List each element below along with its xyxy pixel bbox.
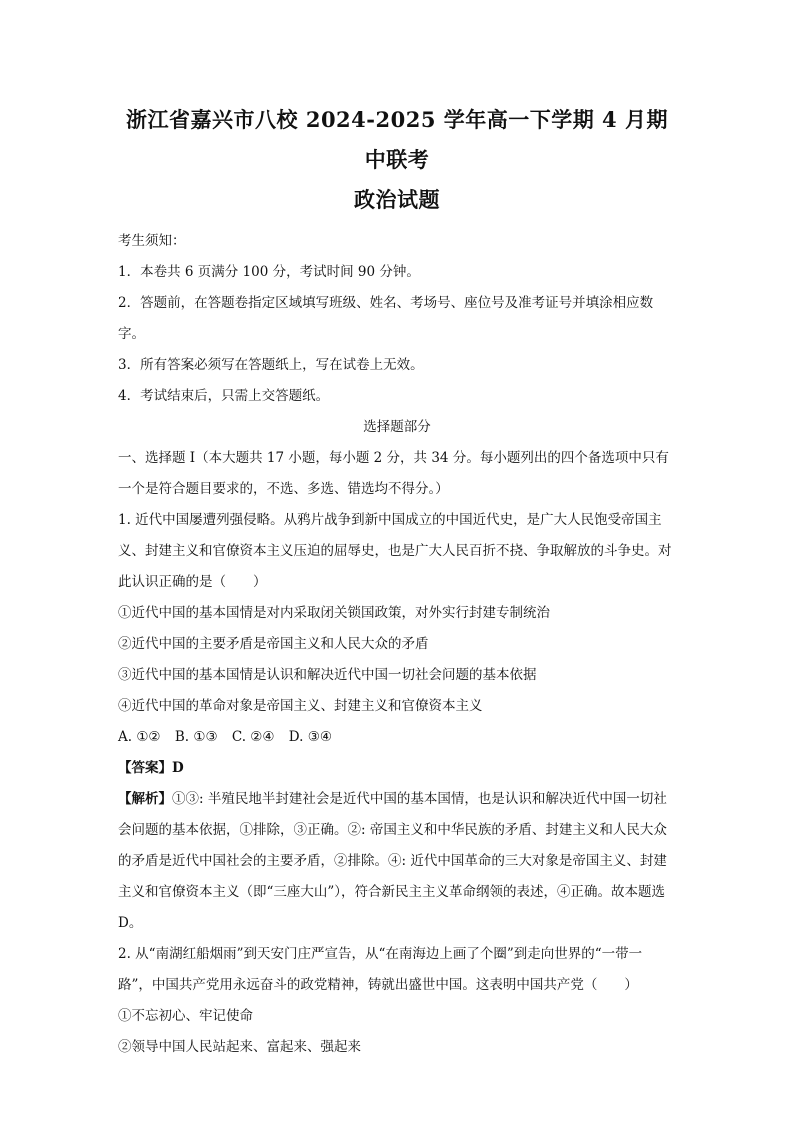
question-2-statement-2: ②领导中国人民站起来、富起来、强起来: [118, 1039, 361, 1055]
question-1-statement-1: ①近代中国的基本国情是对内采取闭关锁国政策，对外实行封建专制统治: [118, 605, 550, 621]
document-body: [118, 226, 676, 1063]
question-2-statement-1: ①不忘初心、牢记使命: [118, 1008, 253, 1024]
question-1-statement-2: ②近代中国的主要矛盾是帝国主义和人民大众的矛盾: [118, 636, 429, 652]
analysis-label: 【解析】: [118, 791, 172, 807]
question-1-analysis: [118, 784, 676, 939]
question-1-answer: 【答案】D: [118, 760, 184, 776]
option-d: D. ③④: [288, 729, 332, 745]
option-a: A. ①②: [118, 729, 161, 745]
section-title: 选择题部分: [363, 419, 431, 435]
section-instructions: 一、选择题 I（本大题共 17 小题，每小题 2 分，共 34 分。每小题列出的四个备选项中只有一个是符合题目要求的，不选、多选、错选均不得分。）: [118, 450, 669, 497]
option-c: C. ②④: [231, 729, 275, 745]
notice-heading: 考生须知：: [118, 233, 186, 249]
title-line-1: 浙江省嘉兴市八校 2024-2025 学年高一下学期 4 月期中联考: [126, 107, 668, 172]
notice-item-2: 2．答题前，在答题卷指定区域填写班级、姓名、考场号、座位号及准考证号并填涂相应数字。: [118, 295, 654, 342]
document-title: [118, 100, 676, 220]
option-b: B. ①③: [174, 729, 218, 745]
notice-item-1: 1．本卷共 6 页满分 100 分，考试时间 90 分钟。: [118, 264, 420, 280]
question-1-options: [118, 722, 676, 753]
question-1-statement-4: ④近代中国的革命对象是帝国主义、封建主义和官僚资本主义: [118, 698, 483, 714]
notice-item-3: 3．所有答案必须写在答题纸上，写在试卷上无效。: [118, 357, 424, 373]
question-1-statement-3: ③近代中国的基本国情是认识和解决近代中国一切社会问题的基本依据: [118, 667, 537, 683]
title-line-2: 政治试题: [354, 187, 440, 212]
analysis-text: ①③: 半殖民地半封建社会是近代中国的基本国情，也是认识和解决近代中国一切社会问题的基本依据，①排除，③正确。②: 帝国主义和中华民族的矛盾、封建主义和人民大众的矛盾是近代中国社会的主要矛盾，②排除。④: 近代中国革命的三大对象是帝国主义、封建主义和官僚资本主义（即“三座大山”），符合新民主主义革命纲领的表述，④正确。故本题选 D。: [118, 791, 667, 931]
question-2-stem: 2. 从“南湖红船烟雨”到天安门庄严宣告，从“在南海边上画了个圈”到走向世界的“一带一路”，中国共产党用永远奋斗的政党精神，铸就出盛世中国。这表明中国共产党（ ）: [118, 946, 643, 993]
question-1-stem: 1. 近代中国屡遭列强侵略。从鸦片战争到新中国成立的中国近代史，是广大人民饱受帝国主义、封建主义和官僚资本主义压迫的屈辱史，也是广大人民百折不挠、争取解放的斗争史。对此认识正确的是（ ）: [118, 512, 672, 590]
notice-item-4: 4．考试结束后，只需上交答题纸。: [118, 388, 330, 404]
